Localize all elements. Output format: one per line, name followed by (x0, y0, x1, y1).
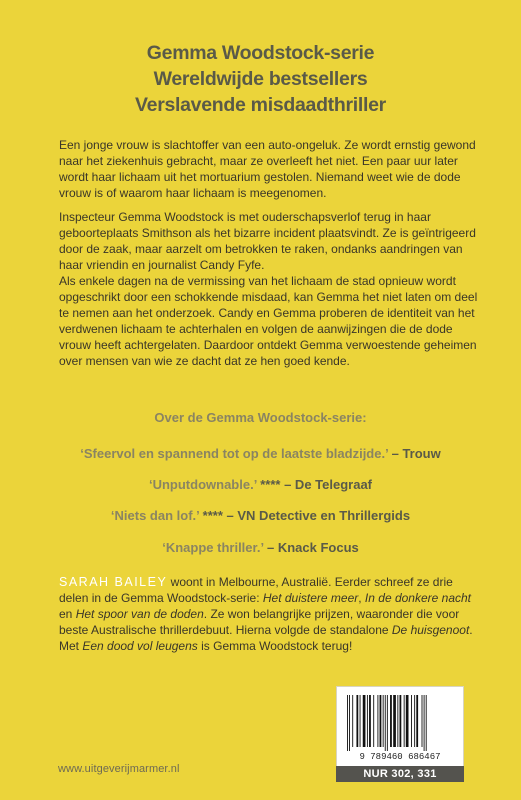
nur-code: NUR 302, 331 (336, 766, 464, 782)
quotes-heading: Over de Gemma Woodstock-serie: (154, 410, 367, 425)
barcode-bar (356, 695, 358, 747)
quote-text: ‘Unputdownable.’ (148, 477, 257, 492)
barcode-bar (404, 695, 405, 747)
barcode-bar (380, 695, 382, 747)
quote-source: – VN Detective en Thrillergids (226, 508, 411, 523)
barcode-bar (393, 695, 396, 747)
author-bio: SARAH BAILEY woont in Melbourne, Australië. Eerder schreef ze drie delen in de Gemma Woodstock-serie: Het duistere meer, In de donkere nacht en Het spoor van de doden. Ze won belangrijke prijzen, waaronder die voor beste Australische thrillerdebuut. Hierna volgde de standalone De huisgenoot. Met Een dood vol leugens is Gemma Woodstock terug! (59, 575, 473, 653)
book-title: Een dood vol leugens (82, 639, 198, 653)
barcode-bar (387, 695, 388, 751)
barcode-bar (363, 695, 366, 747)
barcode-bar (373, 695, 374, 747)
quote-text: ‘Niets dan lof.’ (110, 508, 200, 523)
blurb-paragraph-1: Een jonge vrouw is slachtoffer van een auto-ongeluk. Ze wordt ernstig gewond naar het ziekenhuis gebracht, maar ze overleeft het niet. Een paar uur later wordt haar lichaam uit het mortuarium gestolen. Niemand weet wie de dode vrouw is of waarom haar lichaam is meegenomen. (59, 138, 476, 200)
blurb-paragraph-3: Als enkele dagen na de vermissing van het lichaam de stad opnieuw wordt opgeschrikt door een schokkende misdaad, kan Gemma het niet laten om deel te nemen aan het onderzoek. Candy en Gemma proberen de identiteit van het verdwenen lichaam te achterhalen en volgen de aanwijzingen die de dode vrouw heeft achtergelaten. Daardoor ontdekt Gemma verwoestende geheimen over mensen van wie ze dacht dat ze hen goed kende. (59, 274, 478, 368)
barcode-bar (426, 695, 427, 751)
barcode-bar (367, 695, 368, 747)
book-title: De huisgenoot (391, 623, 470, 637)
quote-stars: **** (260, 477, 281, 492)
quote-stars: **** (202, 508, 223, 523)
barcode-bar (385, 695, 386, 751)
book-title: Het spoor van de doden (75, 607, 204, 621)
barcode-bar (349, 695, 350, 751)
quote-source: – De Telegraaf (284, 477, 373, 492)
barcode-bar (424, 695, 425, 751)
isbn-number: 9 789460 686467 (359, 752, 441, 761)
barcode-bar (406, 695, 409, 747)
review-quote-4 (0, 540, 521, 555)
isbn-barcode (336, 686, 464, 768)
blurb-paragraphs-2-3 (59, 209, 479, 369)
barcode-bar (369, 695, 371, 747)
barcode-bar (414, 695, 415, 747)
book-title: In de donkere nacht (364, 591, 471, 605)
barcode-bar (390, 695, 392, 747)
headline-block (0, 40, 521, 118)
author-name: SARAH BAILEY (59, 575, 168, 589)
quote-text: ‘Knappe thriller.’ (162, 540, 264, 555)
publisher-website: www.uitgeverijmarmer.nl (58, 763, 180, 775)
review-quote-3 (0, 508, 521, 523)
barcode-bar (416, 695, 418, 747)
barcode-bar (347, 695, 348, 751)
review-quote-2 (0, 477, 521, 492)
barcode-bar (397, 695, 398, 747)
quote-source: – Knack Focus (267, 540, 359, 555)
barcode-bar (377, 695, 378, 747)
headline-thriller: Verslavende misdaadthriller (135, 94, 386, 116)
barcode-bar (400, 695, 402, 747)
barcode-graphic (343, 693, 457, 761)
headline-series: Gemma Woodstock-serie (146, 42, 375, 64)
barcode-bar (411, 695, 412, 747)
book-title: Het duistere meer (262, 591, 359, 605)
quote-text: ‘Sfeervol en spannend tot op de laatste bladzijde.’ (80, 446, 388, 461)
review-quote-1 (0, 446, 521, 461)
barcode-bar (360, 695, 361, 747)
barcode-bar (422, 695, 423, 747)
barcode-bar (383, 695, 384, 747)
blurb-paragraph-2: Inspecteur Gemma Woodstock is met ouderschapsverlof terug in haar geboorteplaats Smithson als het bizarre incident plaatsvindt. Ze is geïntrigeerd door de zaak, maar aarzelt om betrokken te raken, ondanks aandringen van haar vriendin en journalist Candy Fyfe. (59, 210, 476, 272)
quote-source: – Trouw (391, 446, 441, 461)
headline-bestsellers: Wereldwijde bestsellers (153, 68, 368, 90)
barcode-bar (352, 695, 353, 747)
